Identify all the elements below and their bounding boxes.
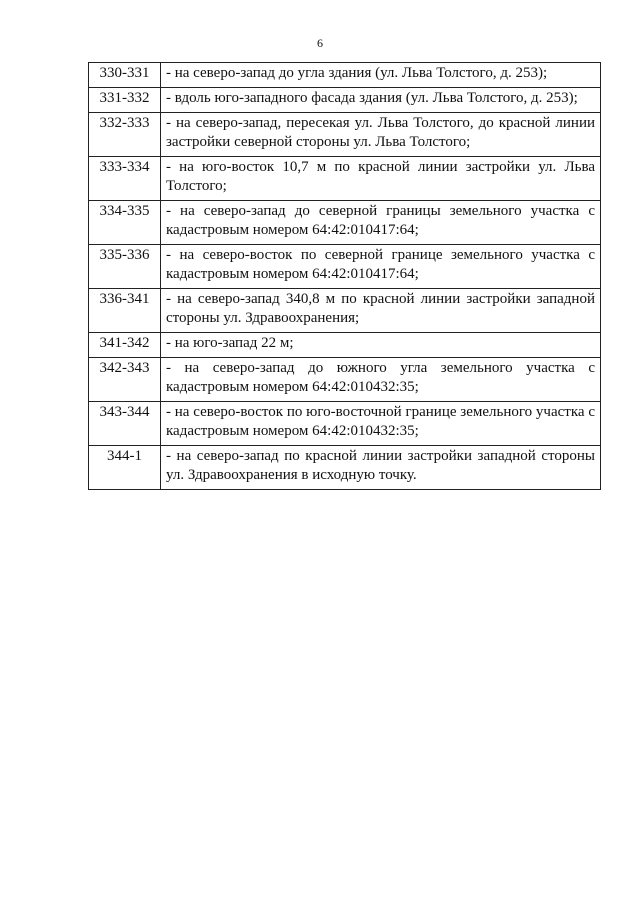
description-cell: - на северо-запад до угла здания (ул. Льва Толстого, д. 253); bbox=[161, 63, 601, 88]
table-row bbox=[89, 88, 601, 113]
description-cell: - на северо-восток по северной границе земельного участка с кадастровым номером 64:42:010417:64; bbox=[161, 245, 601, 289]
segment-cell: 333-334 bbox=[89, 157, 161, 201]
segment-cell: 344-1 bbox=[89, 446, 161, 490]
description-cell: - на северо-восток по юго-восточной границе земельного участка с кадастровым номером 64:42:010432:35; bbox=[161, 402, 601, 446]
segment-cell: 343-344 bbox=[89, 402, 161, 446]
description-cell: - на северо-запад до северной границы земельного участка с кадастровым номером 64:42:010417:64; bbox=[161, 201, 601, 245]
segment-cell: 341-342 bbox=[89, 333, 161, 358]
boundary-segments-table bbox=[88, 62, 601, 490]
table-row bbox=[89, 113, 601, 157]
segment-cell: 331-332 bbox=[89, 88, 161, 113]
description-cell: - на северо-запад до южного угла земельного участка с кадастровым номером 64:42:010432:35; bbox=[161, 358, 601, 402]
page-number: 6 bbox=[317, 36, 323, 50]
segment-cell: 332-333 bbox=[89, 113, 161, 157]
table-row bbox=[89, 157, 601, 201]
description-cell: - на северо-запад 340,8 м по красной линии застройки западной стороны ул. Здравоохранения; bbox=[161, 289, 601, 333]
table-row bbox=[89, 245, 601, 289]
description-cell: - вдоль юго-западного фасада здания (ул. Льва Толстого, д. 253); bbox=[161, 88, 601, 113]
segment-cell: 336-341 bbox=[89, 289, 161, 333]
table-row bbox=[89, 358, 601, 402]
table-row bbox=[89, 333, 601, 358]
segment-cell: 334-335 bbox=[89, 201, 161, 245]
table-row bbox=[89, 446, 601, 490]
segment-cell: 342-343 bbox=[89, 358, 161, 402]
description-cell: - на северо-запад по красной линии застройки западной стороны ул. Здравоохранения в исходную точку. bbox=[161, 446, 601, 490]
description-cell: - на юго-запад 22 м; bbox=[161, 333, 601, 358]
segment-cell: 330-331 bbox=[89, 63, 161, 88]
description-cell: - на юго-восток 10,7 м по красной линии застройки ул. Льва Толстого; bbox=[161, 157, 601, 201]
segment-cell: 335-336 bbox=[89, 245, 161, 289]
table-row bbox=[89, 402, 601, 446]
table-row bbox=[89, 289, 601, 333]
description-cell: - на северо-запад, пересекая ул. Льва Толстого, до красной линии застройки северной стороны ул. Льва Толстого; bbox=[161, 113, 601, 157]
table-row bbox=[89, 201, 601, 245]
table-row bbox=[89, 63, 601, 88]
